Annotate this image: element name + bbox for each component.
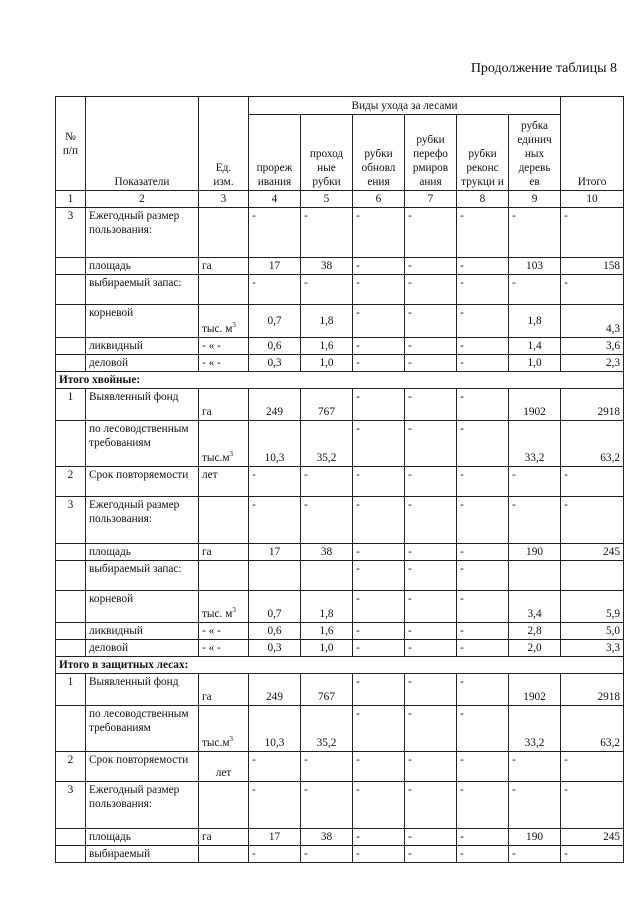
value-cell: -: [457, 467, 509, 497]
value-cell: 38: [301, 829, 353, 846]
section-row: [56, 657, 624, 674]
unit-cell: [199, 497, 249, 544]
total-cell: 158: [561, 258, 624, 275]
value-cell: -: [457, 561, 509, 591]
value-cell: -: [353, 782, 405, 829]
unit-cell: - « -: [199, 623, 249, 640]
row-number: [56, 544, 86, 561]
value-cell: -: [249, 497, 301, 544]
value-cell: 35,2: [301, 706, 353, 752]
total-cell: [561, 561, 624, 591]
value-cell: -: [405, 467, 457, 497]
value-cell: -: [457, 544, 509, 561]
value-cell: -: [509, 782, 561, 829]
value-cell: 249: [249, 674, 301, 706]
value-cell: 2,0: [509, 640, 561, 657]
indicator-label: выбираемый: [86, 846, 199, 863]
value-cell: -: [457, 497, 509, 544]
value-cell: 249: [249, 389, 301, 421]
column-number: 4: [249, 191, 301, 208]
value-cell: 35,2: [301, 421, 353, 467]
value-cell: [301, 561, 353, 591]
value-cell: 10,3: [249, 706, 301, 752]
table-row: [56, 338, 624, 355]
unit-cell: - « -: [199, 355, 249, 372]
column-number: 6: [353, 191, 405, 208]
value-cell: -: [457, 674, 509, 706]
row-number: [56, 561, 86, 591]
total-cell: -: [561, 208, 624, 258]
header-num: № п/п: [56, 97, 86, 191]
row-number: 1: [56, 674, 86, 706]
indicator-label: выбираемый запас:: [86, 561, 199, 591]
unit-cell: $тыс.м^3$: [199, 706, 249, 752]
column-number: 7: [405, 191, 457, 208]
row-number: [56, 640, 86, 657]
table-row: [56, 258, 624, 275]
total-cell: -: [561, 752, 624, 782]
value-cell: -: [405, 640, 457, 657]
value-cell: -: [353, 275, 405, 305]
row-number: [56, 829, 86, 846]
indicator-label: площадь: [86, 544, 199, 561]
row-number: 3: [56, 782, 86, 829]
value-cell: -: [301, 208, 353, 258]
value-cell: -: [353, 561, 405, 591]
value-cell: 0,3: [249, 355, 301, 372]
value-cell: -: [353, 752, 405, 782]
total-cell: 245: [561, 544, 624, 561]
value-cell: -: [457, 752, 509, 782]
value-cell: 3,4: [509, 591, 561, 623]
value-cell: -: [249, 275, 301, 305]
value-cell: -: [405, 338, 457, 355]
value-cell: -: [353, 706, 405, 752]
indicator-label: площадь: [86, 829, 199, 846]
value-cell: -: [353, 421, 405, 467]
indicator-label: Срок повторяемости: [86, 752, 199, 782]
row-number: 2: [56, 467, 86, 497]
value-cell: 17: [249, 258, 301, 275]
column-number: 8: [457, 191, 509, 208]
value-cell: -: [353, 208, 405, 258]
table-row: [56, 706, 624, 752]
indicator-label: деловой: [86, 640, 199, 657]
value-cell: -: [509, 467, 561, 497]
unit-cell: - « -: [199, 338, 249, 355]
value-cell: -: [457, 846, 509, 863]
value-cell: -: [405, 305, 457, 338]
value-cell: -: [353, 258, 405, 275]
value-cell: -: [301, 497, 353, 544]
indicator-label: Ежегодный размер пользования:: [86, 208, 199, 258]
indicator-label: Выявленный фонд: [86, 389, 199, 421]
total-cell: 2918: [561, 389, 624, 421]
unit-cell: [199, 782, 249, 829]
indicator-label: по лесоводственным требованиям: [86, 706, 199, 752]
value-cell: 33,2: [509, 706, 561, 752]
header-col-passage-cutting: проход ные рубки: [301, 115, 353, 191]
indicator-label: Ежегодный размер пользования:: [86, 782, 199, 829]
value-cell: -: [353, 305, 405, 338]
value-cell: -: [457, 258, 509, 275]
row-number: [56, 258, 86, 275]
row-number: 1: [56, 389, 86, 421]
value-cell: -: [249, 782, 301, 829]
value-cell: 190: [509, 829, 561, 846]
value-cell: -: [457, 208, 509, 258]
unit-cell: - « -: [199, 640, 249, 657]
row-number: 3: [56, 208, 86, 258]
value-cell: -: [249, 467, 301, 497]
value-cell: -: [457, 623, 509, 640]
value-cell: -: [509, 752, 561, 782]
row-number: [56, 421, 86, 467]
value-cell: 17: [249, 544, 301, 561]
value-cell: -: [405, 623, 457, 640]
row-number: [56, 706, 86, 752]
value-cell: -: [405, 544, 457, 561]
total-cell: -: [561, 782, 624, 829]
continuation-title: Продолжение таблицы 8: [470, 61, 617, 76]
value-cell: 0,7: [249, 591, 301, 623]
value-cell: -: [301, 275, 353, 305]
indicator-label: деловой: [86, 355, 199, 372]
value-cell: -: [405, 846, 457, 863]
value-cell: -: [509, 497, 561, 544]
total-cell: 63,2: [561, 421, 624, 467]
value-cell: -: [457, 389, 509, 421]
row-number: 3: [56, 497, 86, 544]
table-row: [56, 829, 624, 846]
value-cell: -: [353, 467, 405, 497]
value-cell: -: [405, 591, 457, 623]
value-cell: 1,8: [301, 591, 353, 623]
unit-cell: га: [199, 829, 249, 846]
table-row: [56, 561, 624, 591]
value-cell: 767: [301, 389, 353, 421]
column-number: 9: [509, 191, 561, 208]
total-cell: 5,0: [561, 623, 624, 640]
value-cell: 33,2: [509, 421, 561, 467]
indicator-label: ликвидный: [86, 338, 199, 355]
total-cell: 4,3: [561, 305, 624, 338]
value-cell: -: [301, 467, 353, 497]
value-cell: -: [301, 846, 353, 863]
total-cell: 5,9: [561, 591, 624, 623]
unit-cell: га: [199, 674, 249, 706]
value-cell: -: [353, 846, 405, 863]
unit-cell: [199, 275, 249, 305]
indicator-label: Выявленный фонд: [86, 674, 199, 706]
table-row: [56, 623, 624, 640]
section-row: [56, 372, 624, 389]
value-cell: -: [353, 389, 405, 421]
value-cell: [509, 561, 561, 591]
value-cell: -: [405, 389, 457, 421]
header-care-types: Виды ухода за лесами: [249, 97, 561, 115]
value-cell: -: [457, 591, 509, 623]
value-cell: -: [457, 355, 509, 372]
forest-care-table: [55, 96, 624, 863]
row-number: [56, 846, 86, 863]
column-number: 2: [86, 191, 199, 208]
unit-cell: лет: [199, 467, 249, 497]
value-cell: 1902: [509, 389, 561, 421]
row-number: [56, 305, 86, 338]
value-cell: 1,0: [509, 355, 561, 372]
column-number-row: [56, 191, 624, 208]
value-cell: -: [405, 497, 457, 544]
unit-cell: тыс. $м^3$: [199, 591, 249, 623]
table-row: [56, 208, 624, 258]
value-cell: -: [457, 275, 509, 305]
value-cell: 0,3: [249, 640, 301, 657]
table-row: [56, 305, 624, 338]
value-cell: 38: [301, 258, 353, 275]
value-cell: -: [457, 640, 509, 657]
value-cell: 103: [509, 258, 561, 275]
table-row: [56, 389, 624, 421]
value-cell: [249, 561, 301, 591]
unit-cell: [199, 208, 249, 258]
value-cell: -: [405, 706, 457, 752]
unit-cell: га: [199, 544, 249, 561]
total-cell: -: [561, 467, 624, 497]
value-cell: -: [353, 829, 405, 846]
value-cell: -: [405, 782, 457, 829]
indicator-label: корневой: [86, 305, 199, 338]
value-cell: -: [405, 421, 457, 467]
indicator-label: ликвидный: [86, 623, 199, 640]
value-cell: -: [405, 829, 457, 846]
value-cell: -: [353, 640, 405, 657]
unit-cell: га: [199, 258, 249, 275]
value-cell: -: [457, 782, 509, 829]
value-cell: -: [353, 591, 405, 623]
table-row: [56, 275, 624, 305]
table-row: [56, 782, 624, 829]
row-number: [56, 275, 86, 305]
unit-cell: [199, 561, 249, 591]
column-number: 1: [56, 191, 86, 208]
header-col-single-tree-cutting: рубка единич ных деревь ев: [509, 115, 561, 191]
table-row: [56, 674, 624, 706]
header-unit: Ед. изм.: [199, 97, 249, 191]
section-title: Итого хвойные:: [56, 372, 624, 389]
total-cell: -: [561, 846, 624, 863]
table-row: [56, 591, 624, 623]
unit-cell: лет: [199, 752, 249, 782]
total-cell: 63,2: [561, 706, 624, 752]
value-cell: -: [353, 544, 405, 561]
value-cell: 2,8: [509, 623, 561, 640]
value-cell: 1,6: [301, 338, 353, 355]
value-cell: -: [301, 752, 353, 782]
unit-cell: $тыс.м^3$: [199, 421, 249, 467]
indicator-label: выбираемый запас:: [86, 275, 199, 305]
value-cell: -: [457, 338, 509, 355]
column-number: 3: [199, 191, 249, 208]
indicator-label: Ежегодный размер пользования:: [86, 497, 199, 544]
value-cell: -: [249, 208, 301, 258]
value-cell: -: [353, 497, 405, 544]
total-cell: 3,3: [561, 640, 624, 657]
value-cell: -: [249, 846, 301, 863]
value-cell: 1,8: [301, 305, 353, 338]
value-cell: 10,3: [249, 421, 301, 467]
header-col-thinning: прореж ивания: [249, 115, 301, 191]
value-cell: -: [405, 674, 457, 706]
value-cell: 1,4: [509, 338, 561, 355]
table-row: [56, 355, 624, 372]
value-cell: -: [249, 752, 301, 782]
header-col-renewal-cutting: рубки обновл ения: [353, 115, 405, 191]
indicator-label: Срок повторяемости: [86, 467, 199, 497]
total-cell: 245: [561, 829, 624, 846]
value-cell: -: [405, 275, 457, 305]
table-row: [56, 467, 624, 497]
header-col-reconstruction-cutting: рубки реконс трукци и: [457, 115, 509, 191]
indicator-label: корневой: [86, 591, 199, 623]
value-cell: 17: [249, 829, 301, 846]
value-cell: 38: [301, 544, 353, 561]
indicator-label: по лесоводственным требованиям: [86, 421, 199, 467]
value-cell: -: [405, 258, 457, 275]
value-cell: -: [353, 338, 405, 355]
row-number: [56, 355, 86, 372]
row-number: [56, 591, 86, 623]
table-row: [56, 640, 624, 657]
value-cell: -: [405, 355, 457, 372]
table-row: [56, 752, 624, 782]
column-number: 5: [301, 191, 353, 208]
value-cell: -: [301, 782, 353, 829]
value-cell: -: [353, 355, 405, 372]
table-row: [56, 421, 624, 467]
value-cell: 0,7: [249, 305, 301, 338]
value-cell: -: [405, 752, 457, 782]
total-cell: 2918: [561, 674, 624, 706]
table-row: [56, 544, 624, 561]
value-cell: 190: [509, 544, 561, 561]
value-cell: 1902: [509, 674, 561, 706]
row-number: [56, 338, 86, 355]
value-cell: 1,6: [301, 623, 353, 640]
value-cell: 0,6: [249, 338, 301, 355]
value-cell: -: [509, 275, 561, 305]
total-cell: -: [561, 497, 624, 544]
header-total: Итого: [561, 97, 624, 191]
unit-cell: [199, 846, 249, 863]
value-cell: -: [405, 208, 457, 258]
value-cell: 1,8: [509, 305, 561, 338]
value-cell: -: [509, 208, 561, 258]
total-cell: -: [561, 275, 624, 305]
table-row: [56, 497, 624, 544]
indicator-label: площадь: [86, 258, 199, 275]
row-number: [56, 623, 86, 640]
unit-cell: га: [199, 389, 249, 421]
unit-cell: тыс. $м^3$: [199, 305, 249, 338]
table-row: [56, 846, 624, 863]
value-cell: -: [353, 674, 405, 706]
value-cell: -: [457, 305, 509, 338]
value-cell: -: [457, 829, 509, 846]
value-cell: 767: [301, 674, 353, 706]
value-cell: -: [457, 421, 509, 467]
value-cell: -: [353, 623, 405, 640]
section-title: Итого в защитных лесах:: [56, 657, 624, 674]
value-cell: 0,6: [249, 623, 301, 640]
value-cell: 1,0: [301, 355, 353, 372]
header-indicators: Показатели: [86, 97, 199, 191]
total-cell: 2,3: [561, 355, 624, 372]
value-cell: 1,0: [301, 640, 353, 657]
column-number: 10: [561, 191, 624, 208]
header-col-reformation-cutting: рубки перефо рмиров ания: [405, 115, 457, 191]
value-cell: -: [509, 846, 561, 863]
value-cell: -: [457, 706, 509, 752]
value-cell: -: [405, 561, 457, 591]
total-cell: 3,6: [561, 338, 624, 355]
row-number: 2: [56, 752, 86, 782]
